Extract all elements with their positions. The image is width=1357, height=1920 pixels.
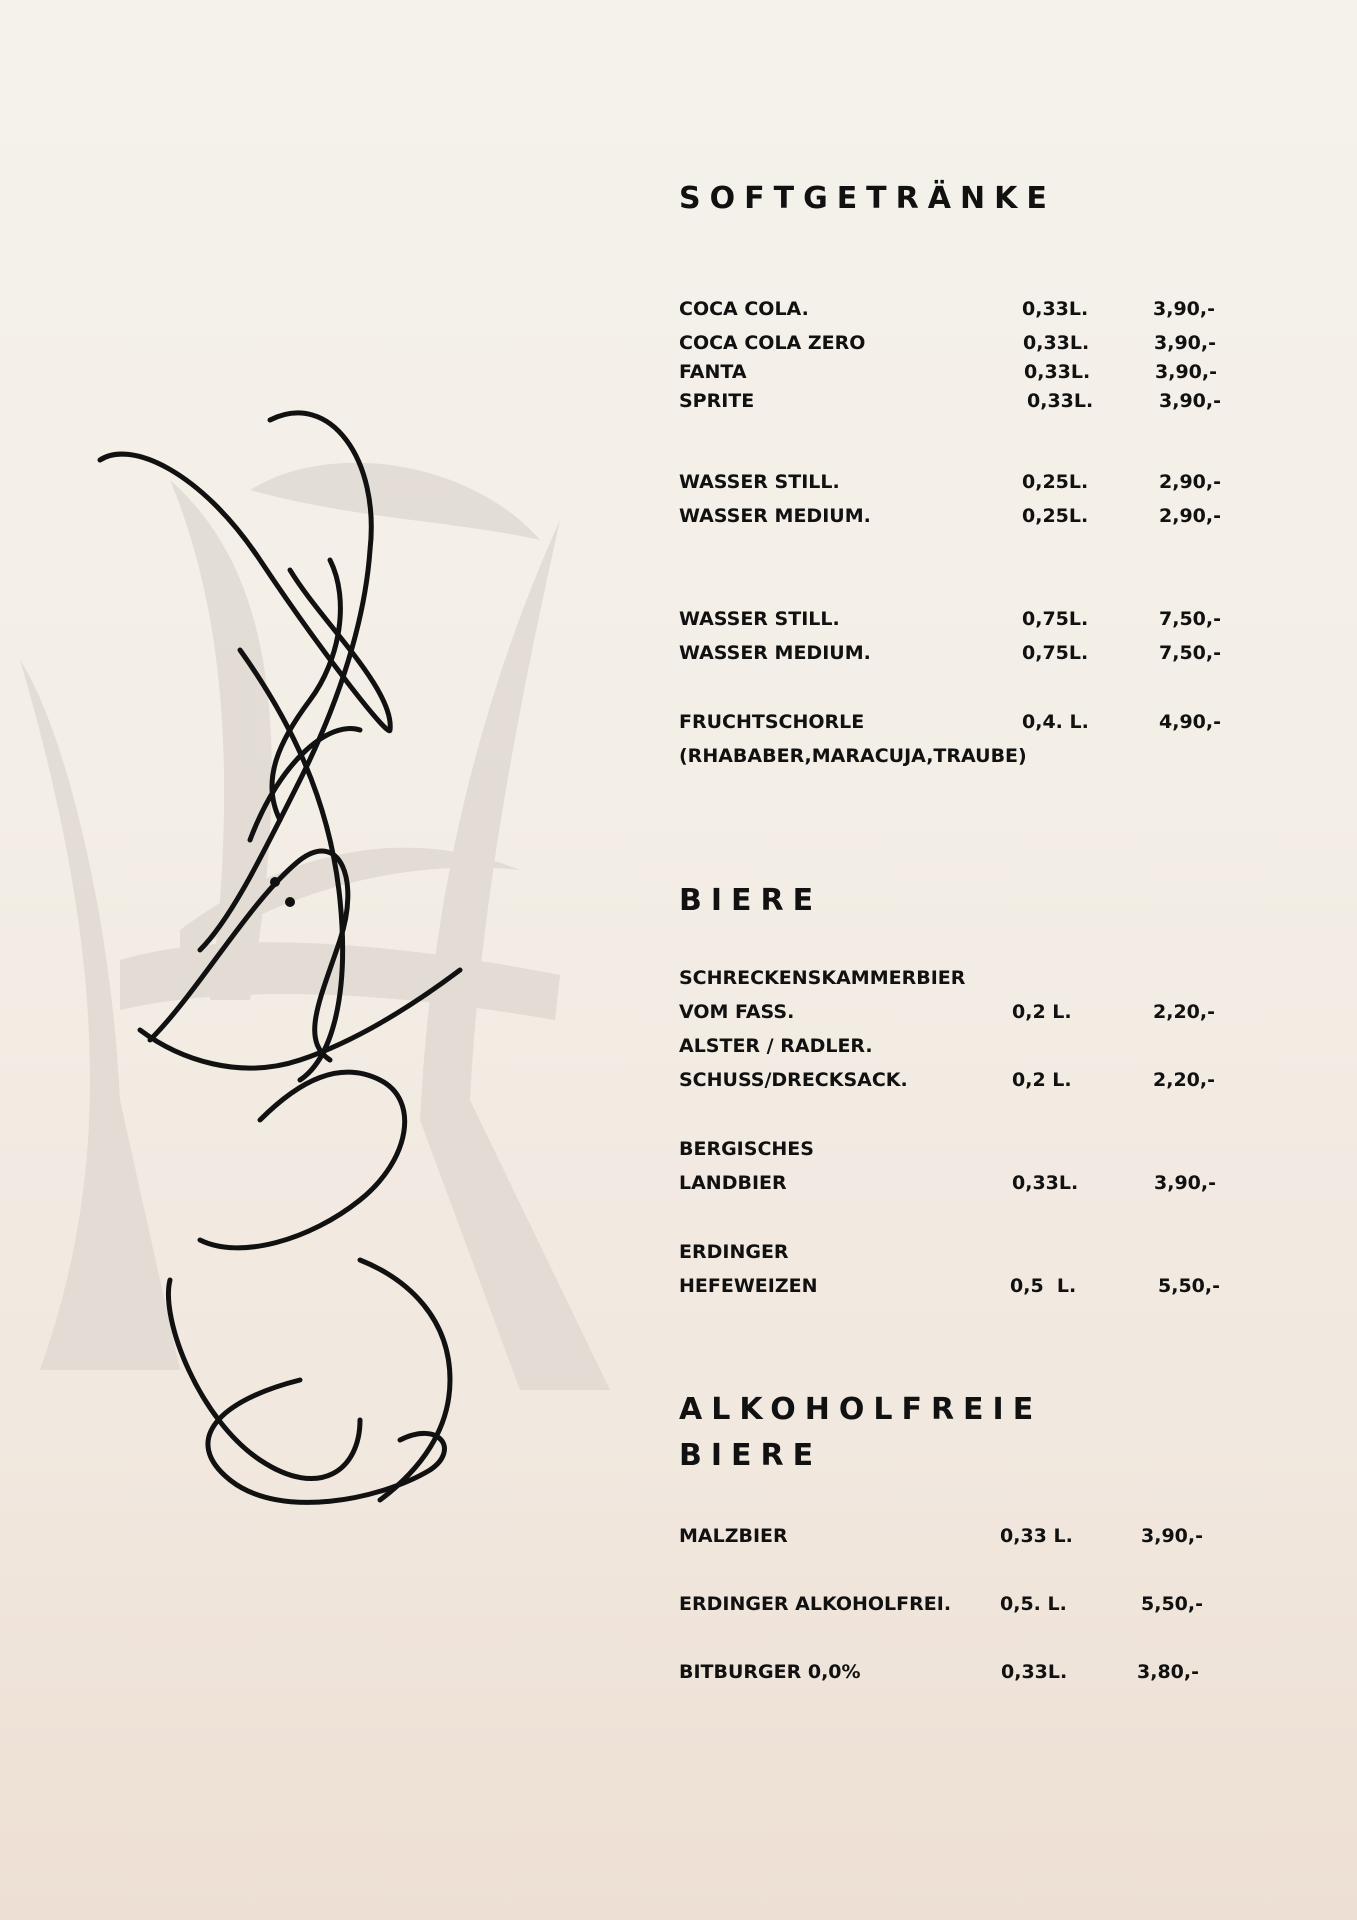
item-name: ERDINGER	[679, 1241, 789, 1263]
item-price: 3,90,-	[1154, 1172, 1216, 1194]
item-size: 0,33L.	[1001, 1661, 1068, 1683]
menu-item-wasser-still-025	[679, 471, 1239, 497]
menu-item-wasser-medium-075	[679, 642, 1239, 668]
item-size: 0,33L.	[1023, 332, 1090, 354]
item-size: 0,4. L.	[1022, 711, 1089, 733]
item-name: WASSER STILL.	[679, 471, 840, 493]
item-price: 3,90,-	[1159, 390, 1221, 412]
item-price: 2,90,-	[1159, 471, 1221, 493]
item-name: BITBURGER 0,0%	[679, 1661, 861, 1683]
item-price: 4,90,-	[1159, 711, 1221, 733]
menu-item-sprite	[679, 390, 1239, 416]
item-name: (RHABABER,MARACUJA,TRAUBE)	[679, 745, 1027, 767]
item-size: 0,33 L.	[1000, 1525, 1073, 1547]
item-name: WASSER MEDIUM.	[679, 505, 871, 527]
section-title-softgetraenke	[679, 176, 1056, 222]
item-price: 5,50,-	[1158, 1275, 1220, 1297]
item-price: 3,90,-	[1155, 361, 1217, 383]
item-name: ERDINGER ALKOHOLFREI.	[679, 1593, 952, 1615]
item-name: VOM FASS.	[679, 1001, 795, 1023]
item-size: 0,2 L.	[1012, 1069, 1072, 1091]
item-size: 0,5 L.	[1010, 1275, 1077, 1297]
section-title-text: SOFTGETRÄNKE	[679, 181, 1056, 216]
item-name: SCHUSS/DRECKSACK.	[679, 1069, 908, 1091]
menu-item-vom-fass	[679, 1001, 1239, 1027]
item-size: 0,25L.	[1022, 505, 1089, 527]
menu-item-schreckenskammerbier	[679, 967, 1239, 993]
item-price: 3,90,-	[1141, 1525, 1203, 1547]
item-name: COCA COLA.	[679, 298, 809, 320]
item-name: WASSER STILL.	[679, 608, 840, 630]
item-price: 2,20,-	[1153, 1001, 1215, 1023]
menu-item-wasser-medium-025	[679, 505, 1239, 531]
menu-item-fanta	[679, 361, 1239, 387]
item-name: HEFEWEIZEN	[679, 1275, 818, 1297]
item-size: 0,5. L.	[1000, 1593, 1067, 1615]
menu-item-fruchtschorle-flavors	[679, 745, 1239, 771]
item-name: WASSER MEDIUM.	[679, 642, 871, 664]
item-size: 0,75L.	[1022, 608, 1089, 630]
menu-item-schuss-drecksack	[679, 1069, 1239, 1095]
item-price: 7,50,-	[1159, 608, 1221, 630]
section-title-text: BIERE	[679, 883, 823, 918]
item-price: 3,90,-	[1154, 332, 1216, 354]
item-name: MALZBIER	[679, 1525, 788, 1547]
section-title-alkoholfreie-biere	[679, 1387, 1042, 1479]
menu-item-wasser-still-075	[679, 608, 1239, 634]
section-title-line-1: ALKOHOLFREIE	[679, 1392, 1043, 1427]
menu-item-coca-cola	[679, 298, 1239, 324]
item-name: COCA COLA ZERO	[679, 332, 866, 354]
item-name: SCHRECKENSKAMMERBIER	[679, 967, 966, 989]
item-size: 0,2 L.	[1012, 1001, 1072, 1023]
item-price: 3,80,-	[1137, 1661, 1199, 1683]
section-title-line-2: BIERE	[679, 1438, 823, 1473]
menu-item-bitburger	[679, 1661, 1239, 1687]
menu-item-fruchtschorle	[679, 711, 1239, 737]
menu-item-erdinger	[679, 1241, 1239, 1267]
item-price: 2,20,-	[1153, 1069, 1215, 1091]
item-name: ALSTER / RADLER.	[679, 1035, 873, 1057]
section-title-biere	[679, 878, 822, 924]
menu-item-coca-cola-zero	[679, 332, 1239, 358]
item-size: 0,33L.	[1012, 1172, 1079, 1194]
item-size: 0,33L.	[1024, 361, 1091, 383]
item-size: 0,75L.	[1022, 642, 1089, 664]
menu-item-bergisches	[679, 1138, 1239, 1164]
item-name: FANTA	[679, 361, 747, 383]
item-price: 5,50,-	[1141, 1593, 1203, 1615]
item-size: 0,33L.	[1027, 390, 1094, 412]
menu-item-hefeweizen	[679, 1275, 1239, 1301]
menu-item-landbier	[679, 1172, 1239, 1198]
item-name: BERGISCHES	[679, 1138, 814, 1160]
menu-item-alster-radler	[679, 1035, 1239, 1061]
item-size: 0,33L.	[1022, 298, 1089, 320]
item-name: FRUCHTSCHORLE	[679, 711, 865, 733]
item-size: 0,25L.	[1022, 471, 1089, 493]
menu-item-malzbier	[679, 1525, 1239, 1551]
menu-item-erdinger-alkoholfrei	[679, 1593, 1239, 1619]
item-price: 7,50,-	[1159, 642, 1221, 664]
item-price: 3,90,-	[1153, 298, 1215, 320]
item-name: SPRITE	[679, 390, 755, 412]
item-name: LANDBIER	[679, 1172, 787, 1194]
item-price: 2,90,-	[1159, 505, 1221, 527]
